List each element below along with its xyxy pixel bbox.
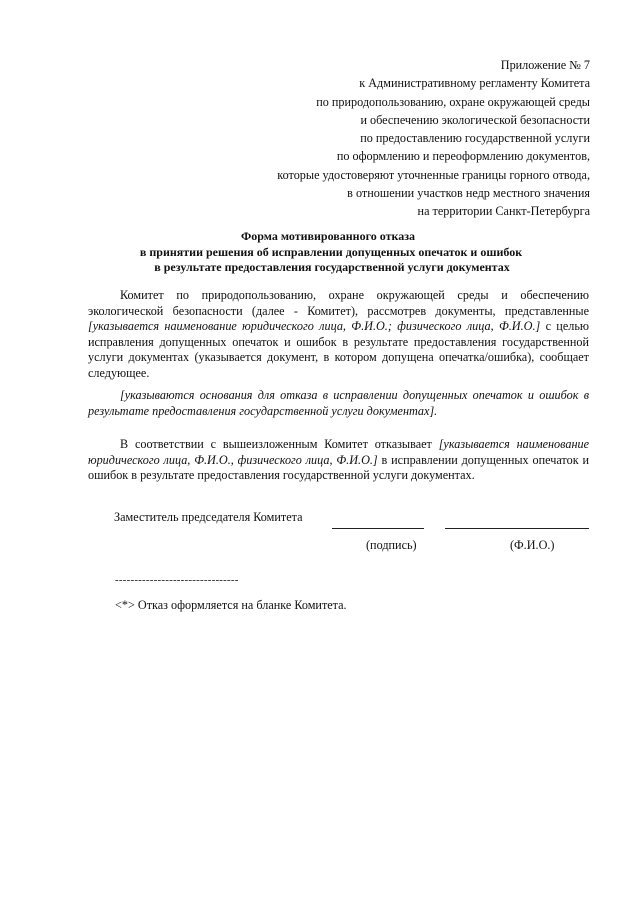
paragraph-text: в исправлении допущенных опечаток и ошибок в результате предоставления государственной услуги документах. [88,452,589,482]
placeholder-applicant: [указывается наименование юридического лица, Ф.И.О., физического лица, Ф.И.О.] [88,437,589,467]
appendix-line: на территории Санкт-Петербурга [417,204,590,219]
placeholder-applicant: [указывается наименование юридического лица, Ф.И.О.; физического лица, Ф.И.О.] [88,319,541,333]
name-line [445,528,589,529]
paragraph-text: В соответствии с вышеизложенным Комитет отказывает [120,437,439,451]
placeholder-grounds: [указываются основания для отказа в исправлении допущенных опечаток и ошибок в результате предоставления государственной услуги документах]. [88,388,589,418]
appendix-line: к Административному регламенту Комитета [359,76,590,91]
form-title-line: Форма мотивированного отказа [240,229,416,243]
paragraph-committee-review [88,288,589,381]
appendix-header [170,56,590,221]
footnote-text: <*> Отказ оформляется на бланке Комитета. [115,598,347,612]
appendix-line: которые удостоверяют уточненные границы горного отвода, [277,167,590,182]
appendix-line: по предоставлению государственной услуги [360,131,590,146]
signatory-position: Заместитель председателя Комитета [114,510,303,524]
signature-line [332,528,424,529]
form-title-line: в результате предоставления государственной услуги документах [154,260,510,274]
form-title [0,229,640,276]
paragraph-text: Комитет по природопользованию, охране окружающей среды и обеспечению экологической безопасности (далее - Комитет), рассмотрев документы, представленные [88,288,589,318]
appendix-line: и обеспечению экологической безопасности [360,112,590,127]
appendix-line: по природопользованию, охране окружающей среды [316,94,590,109]
appendix-line: в отношении участков недр местного значения [347,186,590,201]
paragraph-refusal-decision [88,437,589,484]
paragraph-text: с целью исправления допущенных опечаток и ошибок в результате предоставления государственной услуги документах (указывается документ, в котором допущена опечатка/ошибка), сообщает следующее. [88,319,589,380]
appendix-line: по оформлению и переоформлению документов, [336,149,590,164]
name-caption: (Ф.И.О.) [510,538,555,552]
form-title-line: в принятии решения об исправлении допущенных опечаток и ошибок [139,244,523,259]
appendix-line: Приложение № 7 [500,58,590,72]
signature-caption: (подпись) [366,538,417,552]
footnote-separator: -------------------------------- [115,574,239,586]
paragraph-refusal-grounds [88,388,589,419]
